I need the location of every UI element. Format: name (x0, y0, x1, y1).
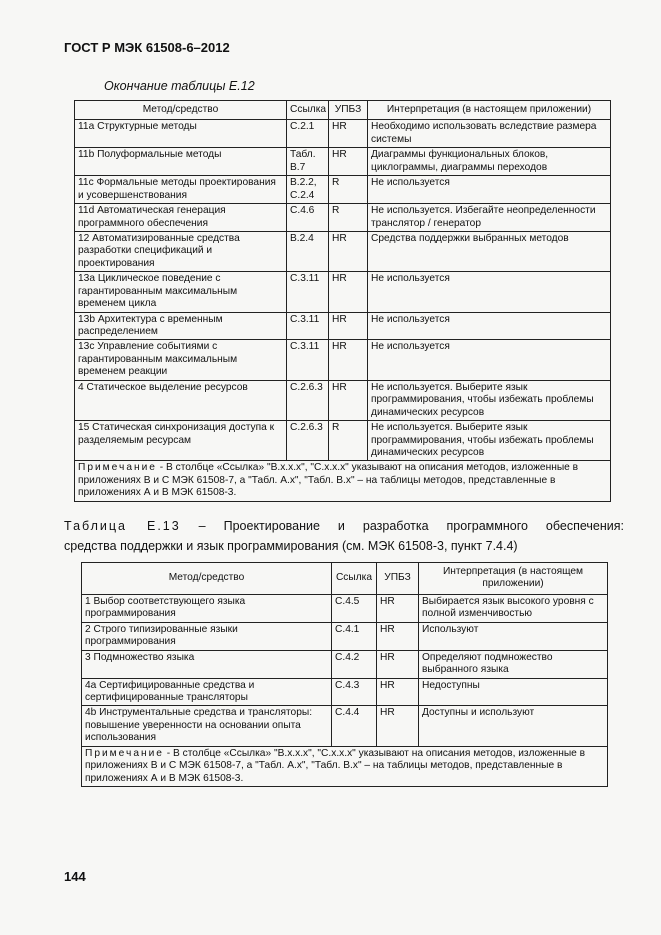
level-cell: HR (329, 120, 368, 148)
table-row (75, 231, 611, 271)
method-cell: 1 Выбор соответствующего языка программирования (82, 594, 332, 622)
method-cell: 2 Строго типизированные языки программирования (82, 622, 332, 650)
note-label: Примечание (78, 462, 157, 474)
interpretation-cell: Не используется (368, 272, 611, 312)
ref-cell: С.3.11 (287, 272, 329, 312)
table-row (75, 272, 611, 312)
level-cell: R (329, 421, 368, 461)
method-cell: 4 Статическое выделение ресурсов (75, 380, 287, 420)
level-cell: HR (377, 622, 419, 650)
table-note-row (75, 461, 611, 501)
ref-cell: С.3.11 (287, 340, 329, 380)
interpretation-cell: Необходимо использовать вследствие размера системы (368, 120, 611, 148)
interpretation-cell: Определяют подмножество выбранного языка (419, 650, 608, 678)
interpretation-cell: Выбирается язык высокого уровня с полной изменчивостью (419, 594, 608, 622)
method-cell: 12 Автоматизированные средства разработки спецификаций и проектирования (75, 231, 287, 271)
method-cell: 11d Автоматическая генерация программного обеспечения (75, 204, 287, 232)
table-note (75, 461, 611, 501)
interpretation-cell: Не используется (368, 340, 611, 380)
ref-cell: С.2.1 (287, 120, 329, 148)
table-body (82, 594, 608, 746)
table-e12-continuation-caption: Окончание таблицы Е.12 (104, 79, 255, 93)
level-cell: HR (329, 231, 368, 271)
method-cell: 15 Статическая синхронизация доступа к разделяемым ресурсам (75, 421, 287, 461)
table-e13-caption-line2: средства поддержки и язык программирования (см. МЭК 61508-3, пункт 7.4.4) (64, 539, 518, 553)
column-header-interpretation: Интерпретация (в настоящем приложении) (368, 101, 611, 120)
column-header-interpretation: Интерпретация (в настоящем приложении) (419, 563, 608, 595)
column-header-level: УПБЗ (329, 101, 368, 120)
ref-cell: Табл. В.7 (287, 148, 329, 176)
method-cell: 3 Подмножество языка (82, 650, 332, 678)
interpretation-cell: Используют (419, 622, 608, 650)
table-note-row (82, 746, 608, 786)
level-cell: HR (377, 706, 419, 746)
method-cell: 4a Сертифицированные средства и сертифицированные трансляторы (82, 678, 332, 706)
table-row (75, 380, 611, 420)
table-row (75, 148, 611, 176)
table-e13-caption-title: – Проектирование и разработка программного обеспечения: (180, 519, 624, 533)
level-cell: HR (329, 148, 368, 176)
table-row (82, 594, 608, 622)
level-cell: HR (329, 340, 368, 380)
table-row (82, 678, 608, 706)
ref-cell: В.2.2, С.2.4 (287, 176, 329, 204)
column-header-ref: Ссылка (332, 563, 377, 595)
table-row (82, 622, 608, 650)
note-text: - В столбце «Ссылка» "В.x.x.x", "С.x.x.x" указывают на описания методов, изложенные в приложениях В и С МЭК 61508-7, а "Табл. А.x", "Табл. В.x" – на таблицы методов, представленные в приложениях А и В МЭК 61508-3. (78, 462, 579, 499)
column-header-method: Метод/средство (82, 563, 332, 595)
method-cell: 4b Инструментальные средства и трансляторы: повышение уверенности на основании опыта использования (82, 706, 332, 746)
table-row (75, 176, 611, 204)
interpretation-cell: Доступны и используют (419, 706, 608, 746)
ref-cell: С.4.5 (332, 594, 377, 622)
column-header-method: Метод/средство (75, 101, 287, 120)
ref-cell: С.2.6.3 (287, 380, 329, 420)
ref-cell: С.4.6 (287, 204, 329, 232)
column-header-level: УПБЗ (377, 563, 419, 595)
table-row (75, 204, 611, 232)
method-cell: 13c Управление событиями с гарантированным максимальным временем реакции (75, 340, 287, 380)
table-row (75, 120, 611, 148)
table-e13-caption-line1 (64, 516, 624, 536)
table-row (75, 421, 611, 461)
table-row (75, 340, 611, 380)
table-e13 (81, 562, 608, 787)
table-body (75, 120, 611, 461)
ref-cell: С.4.1 (332, 622, 377, 650)
ref-cell: С.4.2 (332, 650, 377, 678)
interpretation-cell: Недоступны (419, 678, 608, 706)
method-cell: 11c Формальные методы проектирования и усовершенствования (75, 176, 287, 204)
interpretation-cell: Диаграммы функциональных блоков, циклограммы, диаграммы переходов (368, 148, 611, 176)
table-e13-caption (64, 516, 624, 556)
ref-cell: С.3.11 (287, 312, 329, 340)
method-cell: 13b Архитектура с временным распределением (75, 312, 287, 340)
method-cell: 13a Циклическое поведение с гарантированным максимальным временем цикла (75, 272, 287, 312)
column-header-ref: Ссылка (287, 101, 329, 120)
table-e13-caption-label: Таблица Е.13 (64, 519, 181, 533)
ref-cell: В.2.4 (287, 231, 329, 271)
level-cell: HR (377, 594, 419, 622)
level-cell: R (329, 204, 368, 232)
table-e12 (74, 100, 611, 502)
level-cell: HR (329, 312, 368, 340)
document-header: ГОСТ Р МЭК 61508-6–2012 (64, 40, 230, 55)
table-header-row (75, 101, 611, 120)
note-text: - В столбце «Ссылка» "В.x.x.x", "С.x.x.x" указывают на описания методов, изложенные в приложениях В и С МЭК 61508-7, а "Табл. А.x", "Табл. В.x" – на таблицы методов, представленные в приложениях А и В МЭК 61508-3. (85, 747, 586, 784)
table-header-row (82, 563, 608, 595)
level-cell: HR (377, 678, 419, 706)
interpretation-cell: Не используется (368, 312, 611, 340)
ref-cell: С.4.4 (332, 706, 377, 746)
table-row (82, 650, 608, 678)
level-cell: HR (329, 272, 368, 312)
ref-cell: С.2.6.3 (287, 421, 329, 461)
table-row (75, 312, 611, 340)
level-cell: HR (329, 380, 368, 420)
table-note (82, 746, 608, 786)
interpretation-cell: Средства поддержки выбранных методов (368, 231, 611, 271)
table-row (82, 706, 608, 746)
page-number: 144 (64, 869, 86, 884)
interpretation-cell: Не используется. Выберите язык программирования, чтобы избежать проблемы динамических ресурсов (368, 421, 611, 461)
level-cell: R (329, 176, 368, 204)
method-cell: 11b Полуформальные методы (75, 148, 287, 176)
ref-cell: С.4.3 (332, 678, 377, 706)
note-label: Примечание (85, 747, 164, 759)
level-cell: HR (377, 650, 419, 678)
interpretation-cell: Не используется. Избегайте неопределенности транслятор / генератор (368, 204, 611, 232)
interpretation-cell: Не используется. Выберите язык программирования, чтобы избежать проблемы динамических ресурсов (368, 380, 611, 420)
method-cell: 11a Структурные методы (75, 120, 287, 148)
interpretation-cell: Не используется (368, 176, 611, 204)
